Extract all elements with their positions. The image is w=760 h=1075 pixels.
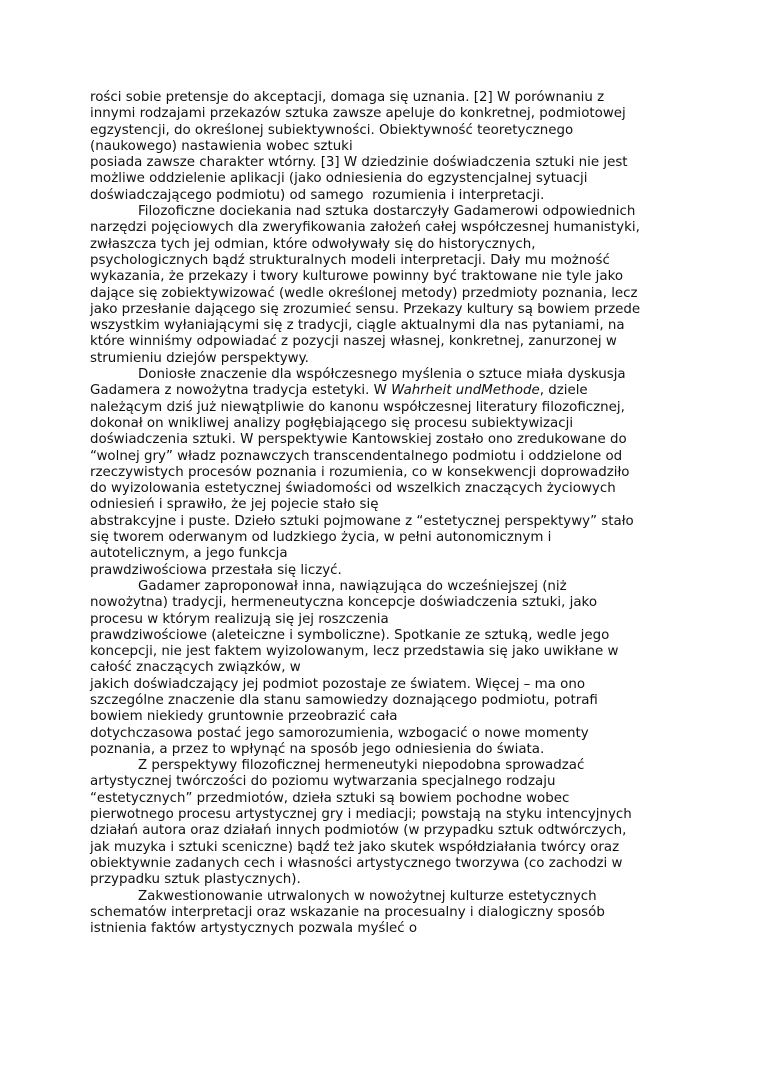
paragraph (90, 579, 690, 758)
text-line: możliwe oddzielenie aplikacji (jako odniesienia do egzystencjalnej sytuacji (90, 171, 588, 187)
text-line: bowiem niekiedy gruntownie przeobrazić cała (90, 709, 398, 725)
paragraph (90, 367, 690, 579)
text-line: prawdziwościowe (aleteiczne i symboliczne). Spotkanie ze sztuką, wedle jego (90, 627, 610, 643)
text-line: jako przesłanie dającego się zrozumieć sensu. Przekazy kultury są bowiem przede (90, 301, 641, 317)
paragraph (90, 758, 690, 888)
text-line: odniesień i sprawiło, że jej pojecie stało się (90, 497, 379, 513)
text-line: należącym dziś już niewątpliwie do kanonu współczesnej literatury filozoficznej, (90, 399, 625, 415)
text-line: (naukowego) nastawienia wobec sztuki (90, 138, 353, 154)
text-line: schematów interpretacji oraz wskazanie na procesualny i dialogiczny sposób (90, 904, 605, 920)
text-line: dotychczasowa postać jego samorozumienia, wzbogacić o nowe momenty (90, 725, 589, 741)
text-line: szczególne znaczenie dla stanu samowiedzy doznającego podmiotu, potrafi (90, 692, 598, 708)
text-line: “wolnej gry” władz poznawczych transcendentalnego podmiotu i oddzielone od (90, 448, 623, 464)
text-line: jakich doświadczający jej podmiot pozostaje ze światem. Więcej – ma ono (90, 676, 586, 692)
text-line: rości sobie pretensje do akceptacji, domaga się uznania. [2] W porównaniu z (90, 90, 605, 105)
text-line: wykazania, że przekazy i twory kulturowe powinny być traktowane nie tyle jako (90, 269, 624, 285)
text-line: wszystkim wyłaniającymi się z tradycji, ciągle aktualnymi dla nas pytaniami, na (90, 318, 625, 334)
text-line: Gadamera z nowożytna tradycja estetyki. W Wahrheit undMethode, dziele (90, 383, 588, 399)
text-line: posiada zawsze charakter wtórny. [3] W dziedzinie doświadczenia sztuki nie jest (90, 155, 628, 171)
text-line: obiektywnie zadanych cech i własności artystycznego tworzywa (co zachodzi w (90, 855, 623, 871)
text-line: innymi rodzajami przekazów sztuka zawsze apeluje do konkretnej, podmiotowej (90, 106, 626, 122)
text-line: egzystencji, do określonej subiektywności. Obiektywność teoretycznego (90, 122, 574, 138)
text-line: Zakwestionowanie utrwalonych w nowożytnej kulturze estetycznych (138, 888, 597, 904)
text-line: poznania, a przez to wpłynąć na sposób jego odniesienia do świata. (90, 741, 545, 757)
text-line: abstrakcyjne i puste. Dzieło sztuki pojmowane z “estetycznej perspektywy” stało (90, 513, 634, 529)
text-line: całość znaczących związków, w (90, 660, 301, 676)
text-line: rzeczywistych procesów poznania i rozumienia, co w konsekwencji doprowadziło (90, 464, 630, 480)
text-line: “estetycznych” przedmiotów, dzieła sztuki są bowiem pochodne wobec (90, 790, 570, 806)
text-line: dokonał on wnikliwej analizy pogłębiającego się procesu subiektywizacji (90, 415, 574, 431)
text-line: które winniśmy odpowiadać z pozycji naszej własnej, konkretnej, zanurzonej w (90, 334, 617, 350)
text-line: artystycznej twórczości do poziomu wytwarzania specjalnego rodzaju (90, 774, 556, 790)
text-line: prawdziwościowa przestała się liczyć. (90, 562, 342, 578)
text-line: działań autora oraz działań innych podmiotów (w przypadku sztuk odtwórczych, (90, 823, 627, 839)
text-line: autotelicznym, a jego funkcja (90, 546, 288, 562)
text-line: narzędzi pojęciowych dla zweryfikowania założeń całej współczesnej humanistyki, (90, 220, 640, 236)
text-line: Gadamer zaproponował inna, nawiązująca do wcześniejszej (niż (138, 578, 567, 594)
text-line: Z perspektywy filozoficznej hermeneutyki niepodobna sprowadzać (138, 758, 585, 774)
text-line: koncepcji, nie jest faktem wyizolowanym, lecz przedstawia się jako uwikłane w (90, 644, 619, 660)
paragraph (90, 204, 690, 367)
text-line: doświadczającego podmiotu) od samego rozumienia i interpretacji. (90, 187, 545, 203)
paragraph (90, 889, 690, 938)
text-line: Doniosłe znaczenie dla współczesnego myślenia o sztuce miała dyskusja (138, 367, 626, 383)
text-line: istnienia faktów artystycznych pozwala myśleć o (90, 921, 418, 937)
text-line: przypadku sztuk plastycznych). (90, 872, 301, 888)
text-line: doświadczenia sztuki. W perspektywie Kantowskiej zostało ono zredukowane do (90, 432, 627, 448)
text-line: Filozoficzne dociekania nad sztuka dostarczyły Gadamerowi odpowiednich (138, 204, 636, 220)
text-line: jak muzyka i sztuki sceniczne) bądź też jako skutek współdziałania twórcy oraz (90, 839, 620, 855)
text-line: strumieniu dziejów perspektywy. (90, 350, 309, 366)
text-line: pierwotnego procesu artystycznej gry i mediacji; powstają na styku intencyjnych (90, 807, 632, 823)
text-line: nowożytna) tradycji, hermeneutyczna koncepcje doświadczenia sztuki, jako (90, 595, 598, 611)
text-line: do wyizolowania estetycznej świadomości od wszelkich znaczących życiowych (90, 481, 616, 497)
text-line: się tworem oderwanym od ludzkiego życia, w pełni autonomicznym i (90, 530, 552, 546)
text-line: procesu w którym realizują się jej roszczenia (90, 611, 389, 627)
text-line: dające się zobiektywizować (wedle określonej metody) przedmioty poznania, lecz (90, 285, 638, 301)
document-body (90, 90, 690, 937)
book-title: Wahrheit undMethode (391, 383, 540, 399)
text-line: psychologicznych bądź strukturalnych modeli interpretacji. Dały mu możność (90, 252, 610, 268)
paragraph (90, 90, 690, 204)
text-line: zwłaszcza tych jej odmian, które odwoływały się do historycznych, (90, 236, 536, 252)
